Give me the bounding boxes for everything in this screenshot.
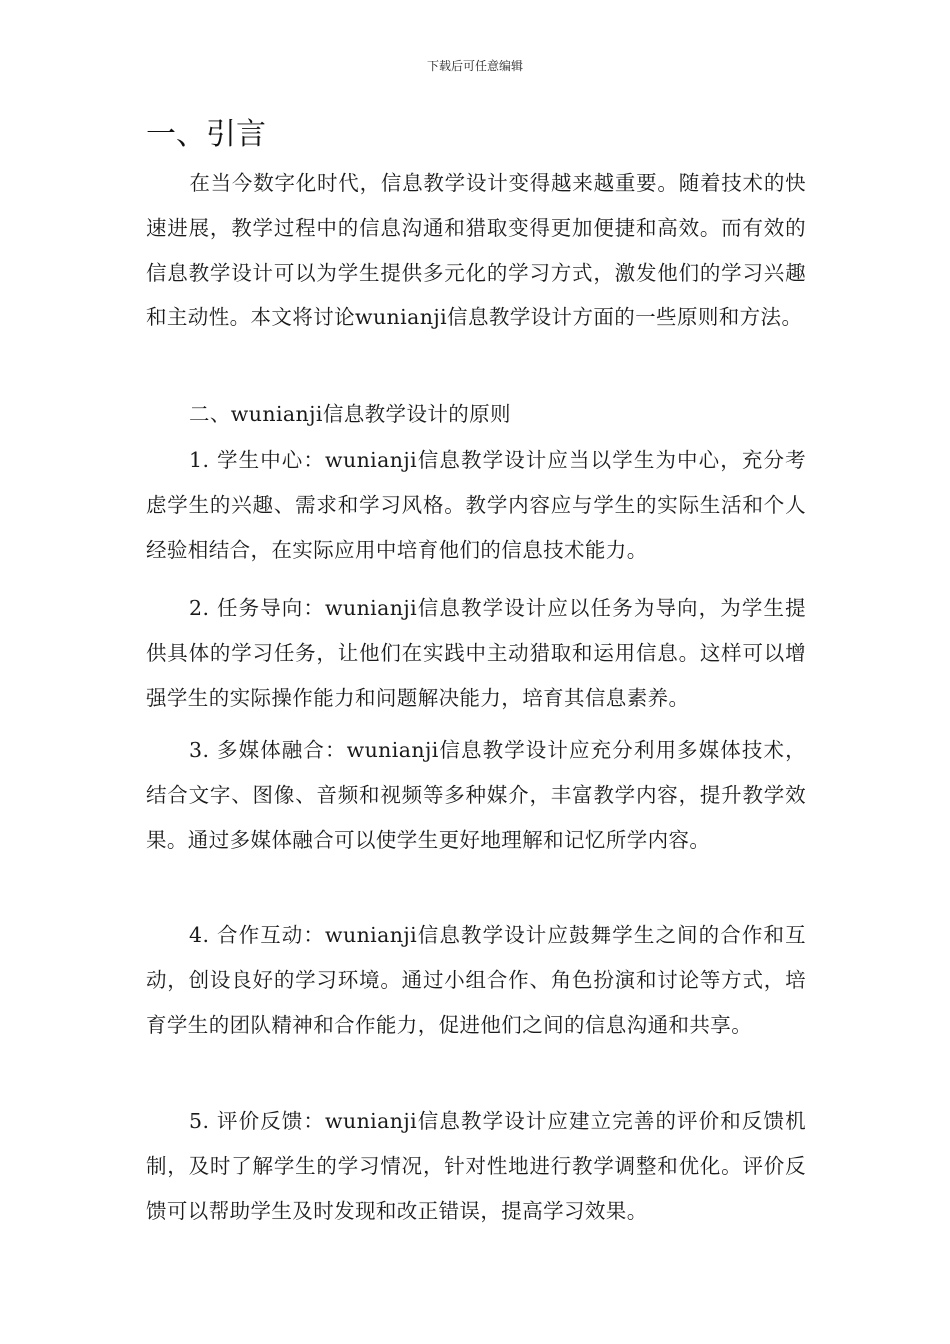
principle-text-1: 1. 学生中心：wunianji信息教学设计应当以学生为中心，充分考虑学生的兴趣、需求和学习风格。教学内容应与学生的实际生活和个人经验相结合，在实际应用中培育他们的信息技术能力。	[146, 448, 806, 562]
principle-text-2: 2. 任务导向：wunianji信息教学设计应以任务为导向，为学生提供具体的学习任务，让他们在实践中主动猎取和运用信息。这样可以增强学生的实际操作能力和问题解决能力，培育其信息素养。	[146, 596, 806, 710]
principle-paragraph-3	[146, 728, 806, 862]
principle-text-4: 4. 合作互动：wunianji信息教学设计应鼓舞学生之间的合作和互动，创设良好的学习环境。通过小组合作、角色扮演和讨论等方式，培育学生的团队精神和合作能力，促进他们之间的信息沟通和共享。	[146, 923, 806, 1037]
principle-paragraph-2	[146, 586, 806, 720]
principle-paragraph-1	[146, 438, 806, 572]
header-note: 下载后可任意编辑	[426, 59, 523, 73]
principle-text-5: 5. 评价反馈：wunianji信息教学设计应建立完善的评价和反馈机制，及时了解学生的学习情况，针对性地进行教学调整和优化。评价反馈可以帮助学生及时发现和改正错误，提高学习效果。	[146, 1109, 806, 1223]
section2-title-text: 二、wunianji信息教学设计的原则	[189, 402, 511, 426]
principle-paragraph-5	[146, 1099, 806, 1233]
principle-text-3: 3. 多媒体融合：wunianji信息教学设计应充分利用多媒体技术，结合文字、图像、音频和视频等多种媒介，丰富教学内容，提升教学效果。通过多媒体融合可以使学生更好地理解和记忆所学内容。	[146, 738, 806, 852]
principle-paragraph-4	[146, 913, 806, 1047]
intro-paragraph	[146, 161, 806, 340]
section2-title	[146, 392, 806, 437]
section-heading-introduction: 一、引言	[146, 117, 266, 152]
intro-text: 在当今数字化时代，信息教学设计变得越来越重要。随着技术的快速进展，教学过程中的信息沟通和猎取变得更加便捷和高效。而有效的信息教学设计可以为学生提供多元化的学习方式，激发他们的学习兴趣和主动性。本文将讨论wunianji信息教学设计方面的一些原则和方法。	[146, 171, 806, 330]
